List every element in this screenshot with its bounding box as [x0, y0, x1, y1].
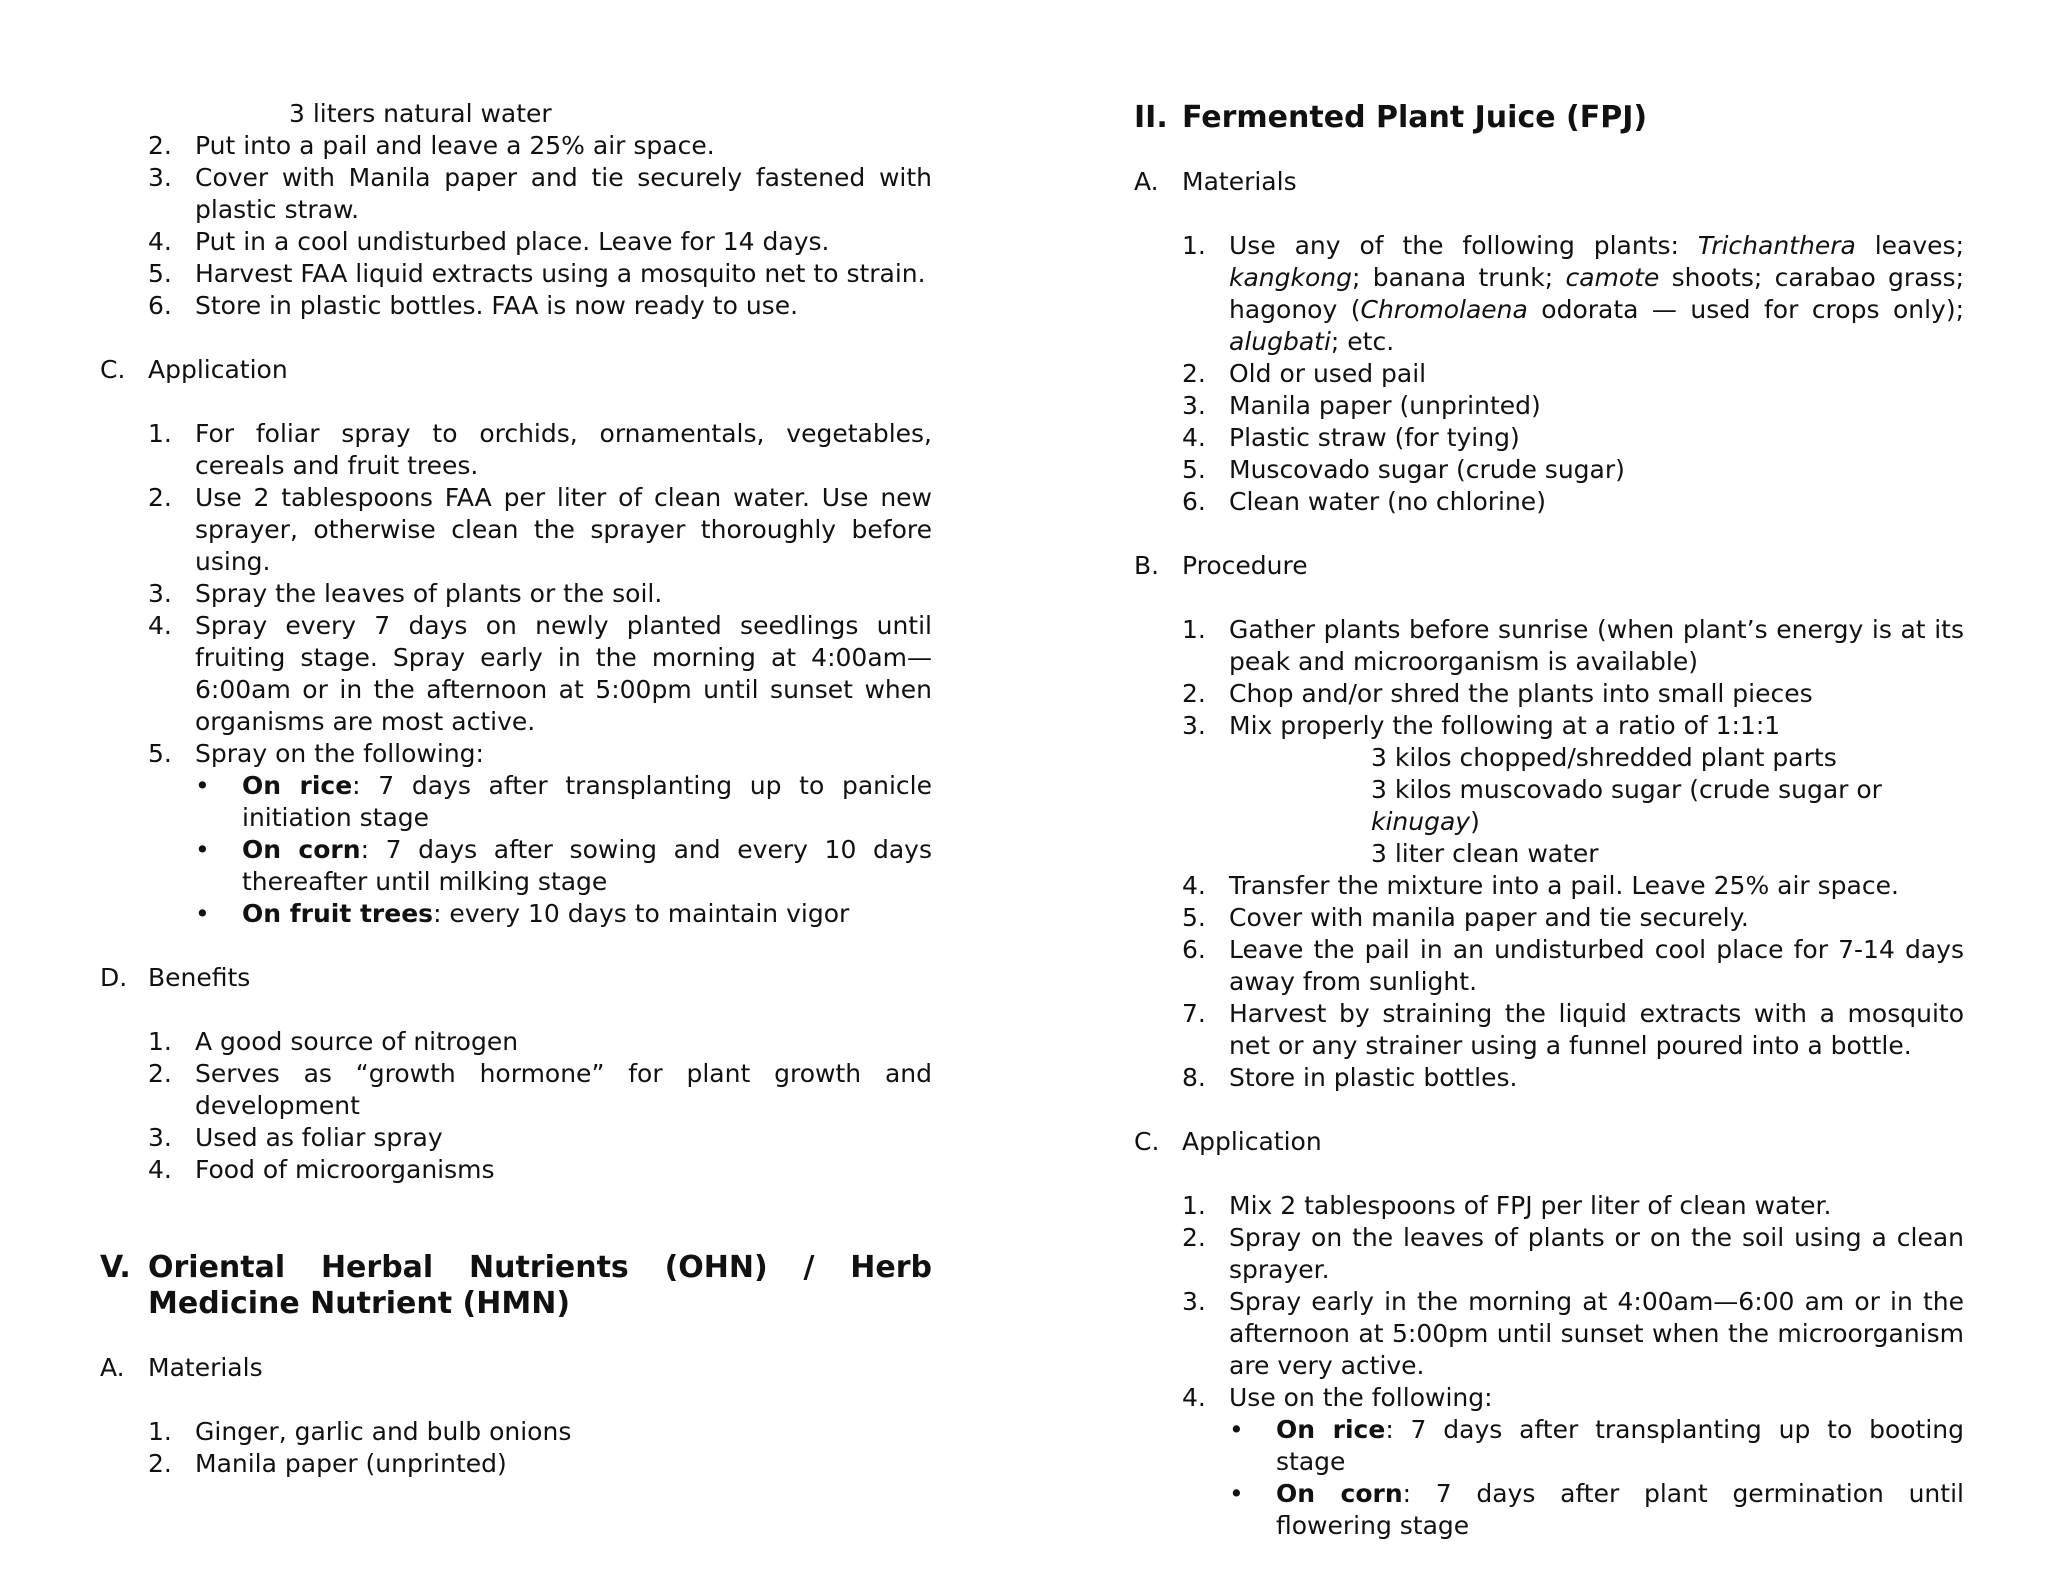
list-item: 1. Gather plants before sunrise (when plant’s energy is at its peak and microorganism is available) [1182, 615, 1964, 676]
list-item: 6. Store in plastic bottles. FAA is now ready to use. [148, 291, 799, 320]
list-item: 2. Serves as “growth hormone” for plant growth and development [148, 1059, 932, 1120]
list-item: 4. Spray every 7 days on newly planted seedlings until fruiting stage. Spray early in the morning at 4:00am—6:00am or in the afternoon at 5:00pm until sunset when organisms are most active. [148, 611, 932, 736]
mix-ratio-block [1134, 742, 1964, 870]
list-item: 4. Plastic straw (for tying) [1182, 423, 1520, 452]
left-column [100, 98, 932, 1480]
ohn-materials-heading: A. Materials [100, 1353, 263, 1382]
fpj-procedure-heading: B. Procedure [1134, 551, 1308, 580]
bullet-icon: • [195, 771, 210, 800]
list-item: 1. Mix 2 tablespoons of FPJ per liter of clean water. [1182, 1191, 1832, 1220]
list-item: 3. Used as foliar spray [148, 1123, 443, 1152]
crop-bullet-list [195, 770, 932, 930]
bullet-item: • On rice: 7 days after transplanting up to panicle initiation stage [195, 771, 932, 832]
list-item: 1. Use any of the following plants: Trichanthera leaves; kangkong; banana trunk; camote shoots; carabao grass; hagonoy (Chromolaena odorata — used for crops only); alugbati; etc. [1182, 231, 1964, 356]
mix-line: 3 kilos chopped/shredded plant parts [1371, 743, 1837, 772]
bullet-icon: • [1229, 1479, 1244, 1508]
list-item: 4. Use on the following: • On rice: 7 days after transplanting up to booting stage • On corn: 7 days after plant germination until flowering stage [1182, 1383, 1964, 1540]
bullet-icon: • [1229, 1415, 1244, 1444]
list-item: 2. Manila paper (unprinted) [148, 1449, 507, 1478]
list-item: 2. Spray on the leaves of plants or on the soil using a clean sprayer. [1182, 1223, 1964, 1284]
list-item: 2. Chop and/or shred the plants into small pieces [1182, 679, 1813, 708]
list-item: 6. Leave the pail in an undisturbed cool place for 7-14 days away from sunlight. [1182, 935, 1964, 996]
faa-application-list [100, 418, 932, 930]
fpj-application-list [1134, 1190, 1964, 1542]
list-item: 3. Spray early in the morning at 4:00am—6:00 am or in the afternoon at 5:00pm until sunset when the microorganism are very active. [1182, 1287, 1964, 1380]
right-column [1134, 100, 1964, 1542]
list-item: 1. Ginger, garlic and bulb onions [148, 1417, 572, 1446]
list-item: 3. Spray the leaves of plants or the soil. [148, 579, 663, 608]
faa-benefits-heading: D. Benefits [100, 963, 251, 992]
list-item: 2. Old or used pail [1182, 359, 1427, 388]
list-item: 4. Food of microorganisms [148, 1155, 495, 1184]
bullet-item: • On corn: 7 days after sowing and every 10 days thereafter until milking stage [195, 835, 932, 896]
fpj-application-heading: C. Application [1134, 1127, 1322, 1156]
crop-bullet-list [1229, 1414, 1964, 1542]
bullet-icon: • [195, 835, 210, 864]
list-item: 3. Manila paper (unprinted) [1182, 391, 1541, 420]
list-item: 7. Harvest by straining the liquid extracts with a mosquito net or any strainer using a funnel poured into a bottle. [1182, 999, 1964, 1060]
ohn-materials-list [100, 1416, 932, 1480]
procedure-continuation-line: 3 liters natural water [289, 99, 552, 128]
list-item: 2. Use 2 tablespoons FAA per liter of clean water. Use new sprayer, otherwise clean the sprayer thoroughly before using. [148, 483, 932, 576]
list-item: 5. Muscovado sugar (crude sugar) [1182, 455, 1625, 484]
bullet-item: • On corn: 7 days after plant germination until flowering stage [1229, 1479, 1964, 1540]
bullet-icon: • [195, 899, 210, 928]
fpj-procedure-list-continued [1134, 870, 1964, 1094]
list-item: 5. Harvest FAA liquid extracts using a mosquito net to strain. [148, 259, 926, 288]
bullet-item: • On rice: 7 days after transplanting up to booting stage [1229, 1415, 1964, 1476]
list-item: 6. Clean water (no chlorine) [1182, 487, 1546, 516]
list-item: 4. Transfer the mixture into a pail. Leave 25% air space. [1182, 871, 1899, 900]
list-item: 5. Spray on the following: • On rice: 7 days after transplanting up to panicle initiation stage • On corn: 7 days after sowing and every 10 days thereafter until milking stage • On fruit trees: every 10 days to maintain vigor [148, 739, 932, 928]
fpj-materials-heading: A. Materials [1134, 167, 1297, 196]
list-item: 5. Cover with manila paper and tie securely. [1182, 903, 1749, 932]
bullet-item: • On fruit trees: every 10 days to maintain vigor [195, 899, 850, 928]
list-item: 3. Mix properly the following at a ratio of 1:1:1 [1182, 711, 1781, 740]
faa-application-heading: C. Application [100, 355, 288, 384]
section-ii-heading: II. Fermented Plant Juice (FPJ) [1134, 100, 1648, 135]
list-item: 1. For foliar spray to orchids, ornamentals, vegetables, cereals and fruit trees. [148, 419, 932, 480]
mix-line: 3 kilos muscovado sugar (crude sugar or kinugay) [1371, 775, 1882, 836]
list-item: 4. Put in a cool undisturbed place. Leave for 14 days. [148, 227, 830, 256]
list-item: 2. Put into a pail and leave a 25% air space. [148, 131, 715, 160]
plants-list-text: Use any of the following plants: Trichanthera leaves; kangkong; banana trunk; camote shoots; carabao grass; hagonoy (Chromolaena odorata — used for crops only); alugbati; etc. [1229, 231, 1964, 356]
faa-benefits-list [100, 1026, 932, 1186]
fpj-materials-list [1134, 230, 1964, 518]
list-item: 8. Store in plastic bottles. [1182, 1063, 1518, 1092]
faa-procedure-list [100, 130, 932, 322]
fpj-procedure-list [1134, 614, 1964, 742]
list-item: 1. A good source of nitrogen [148, 1027, 519, 1056]
section-v-heading: V. Oriental Herbal Nutrients (OHN) / Herb Medicine Nutrient (HMN) [100, 1250, 932, 1321]
mix-line: 3 liter clean water [1371, 839, 1599, 868]
list-item: 3. Cover with Manila paper and tie securely fastened with plastic straw. [148, 163, 932, 224]
